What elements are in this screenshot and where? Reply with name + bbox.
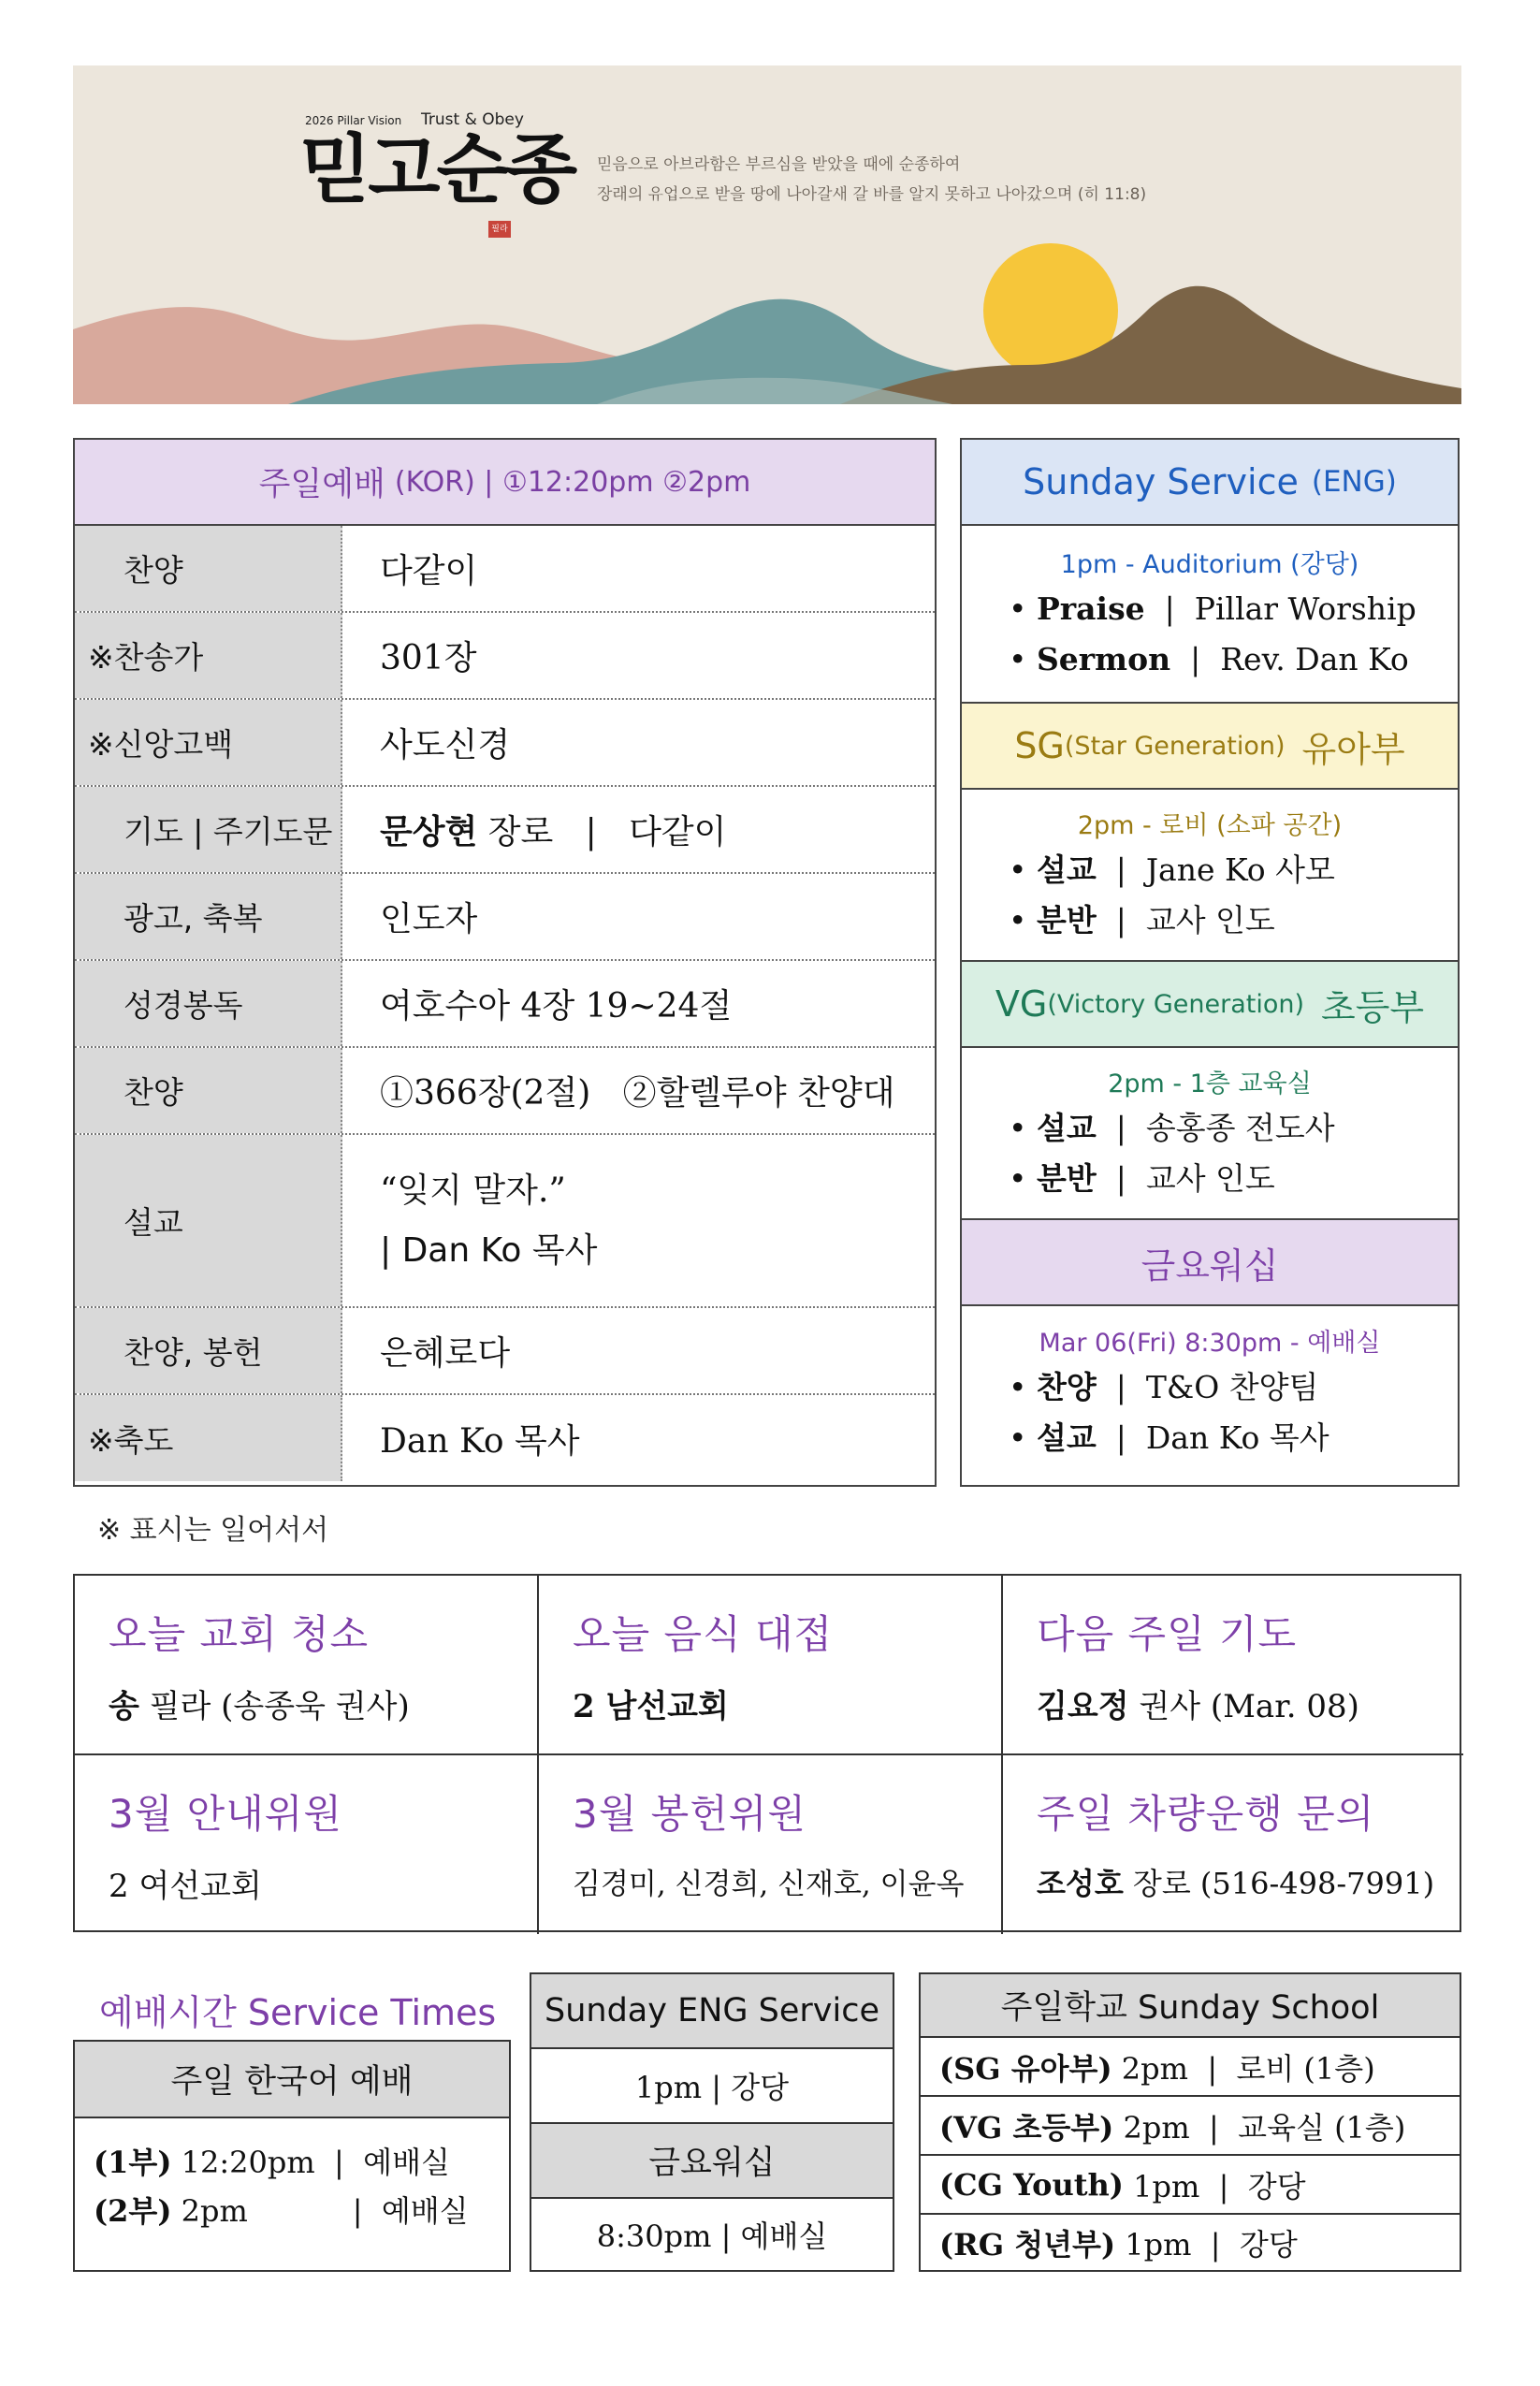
announcement-offering (539, 1755, 1003, 1934)
order-of-worship (73, 438, 937, 1487)
order-times: (KOR) | ①12:20pm ②2pm (394, 465, 751, 499)
announcement-cleaning (75, 1576, 539, 1755)
eng-praise: • Praise | Pillar Worship (1009, 589, 1417, 627)
announcement-title: 오늘 교회 청소 (109, 1611, 370, 1657)
announcement-title: 주일 차량운행 문의 (1037, 1791, 1375, 1837)
order-row (75, 700, 935, 787)
order-row (75, 874, 935, 961)
announcement-text: 김요정 권사 (Mar. 08) (1037, 1688, 1359, 1725)
announcement-text: 2 남선교회 (573, 1688, 729, 1725)
sunday-school-row: (SG 유아부) 2pm | 로비 (1층) (921, 2038, 1460, 2097)
korean-service-row: (1부) 12:20pm | 예배실 (94, 2145, 450, 2180)
sg-time: 2pm - 로비 (소파 공간) (1077, 810, 1343, 840)
verse-line: 장래의 유업으로 받을 땅에 나아갈새 갈 바를 알지 못하고 나아갔으며 (히 11:8) (597, 185, 1147, 204)
order-value: 여호수아 4장 19~24절 (380, 987, 733, 1026)
announcement-title: 오늘 음식 대접 (573, 1611, 834, 1657)
order-label: 광고, 축복 (75, 874, 342, 959)
sg-sermon: • 설교 | Jane Ko 사모 (1009, 851, 1335, 888)
verse-line: 믿음으로 아브라함은 부르심을 받았을 때에 순종하여 (597, 155, 961, 174)
order-value: 사도신경 (380, 726, 511, 764)
order-label: 기도 | 주기도문 (75, 787, 342, 872)
eng-service-row: 1pm | 강당 (531, 2049, 893, 2124)
eng-service-time: 1pm - Auditorium (강당) (1060, 549, 1359, 579)
mountain-sun-illustration (73, 65, 1461, 404)
friday-worship-header: 금요워십 (962, 1220, 1458, 1306)
service-times-title: 예배시간 Service Times (99, 1992, 497, 2033)
vg-header: VG (Victory Generation) 초등부 (962, 962, 1458, 1048)
order-label: 찬양 (75, 526, 342, 611)
eng-service-table (530, 1972, 894, 2272)
order-row (75, 1135, 935, 1308)
order-label: ※찬송가 (75, 613, 342, 698)
order-value: 301장 (380, 639, 477, 677)
eng-service-header: Sunday Service (ENG) (962, 440, 1458, 526)
banner-title: 믿고순종 (299, 126, 574, 213)
friday-service-row: 8:30pm | 예배실 (596, 2219, 828, 2254)
order-value: Dan Ko 목사 (380, 1421, 580, 1461)
sg-class: • 분반 | 교사 인도 (1009, 901, 1275, 938)
announcement-text: 2 여선교회 (109, 1868, 262, 1905)
order-label: ※축도 (75, 1395, 342, 1481)
sunday-school-row: (RG 청년부) 1pm | 강당 (939, 2226, 1298, 2262)
order-value: 문상현 장로 | 다같이 (380, 812, 727, 851)
announcement-text: 송 필라 (송종욱 권사) (109, 1688, 410, 1725)
korean-service-head: 주일 한국어 예배 (75, 2042, 509, 2118)
announcement-next-prayer (1003, 1576, 1463, 1755)
order-label: 찬양, 봉헌 (75, 1308, 342, 1393)
order-row (75, 526, 935, 613)
korean-service-table (73, 2040, 511, 2272)
order-row (75, 613, 935, 700)
vg-body (962, 1048, 1458, 1220)
sg-body (962, 790, 1458, 962)
announcements-grid (73, 1574, 1461, 1932)
announcement-title: 3월 안내위원 (109, 1791, 342, 1837)
friday-service-head: 금요워십 (531, 2124, 893, 2199)
announcement-ushers (75, 1755, 539, 1934)
order-value: 다같이 (380, 552, 478, 590)
order-row (75, 787, 935, 874)
announcement-text: 김경미, 신경희, 신재호, 이윤옥 (573, 1868, 965, 1901)
sunday-school-head: 주일학교 Sunday School (921, 1974, 1460, 2038)
sermon-title: “잊지 말자.” (380, 1171, 566, 1210)
sunday-school-row: (VG 초등부) 2pm | 교육실 (1층) (921, 2097, 1460, 2156)
announcement-text: 조성호 장로 (516-498-7991) (1037, 1866, 1435, 1901)
order-row (75, 961, 935, 1048)
announcement-food (539, 1576, 1003, 1755)
friday-sermon: • 설교 | Dan Ko 목사 (1009, 1419, 1329, 1456)
sermon-preacher: | Dan Ko 목사 (380, 1230, 598, 1270)
order-row (75, 1395, 935, 1481)
friday-worship-body (962, 1306, 1458, 1479)
standing-note: ※ 표시는 일어서서 (97, 1514, 329, 1547)
vision-label: 2026 Pillar Vision (305, 114, 402, 127)
header-banner (73, 65, 1461, 404)
announcement-title: 다음 주일 기도 (1037, 1611, 1298, 1657)
announcement-title: 3월 봉헌위원 (573, 1791, 806, 1837)
order-value: 은혜로다 (380, 1334, 511, 1373)
korean-service-row: (2부) 2pm | 예배실 (94, 2193, 469, 2229)
order-title: 주일예배 (258, 466, 385, 503)
eng-service-body (962, 526, 1458, 704)
vg-class: • 분반 | 교사 인도 (1009, 1159, 1275, 1197)
announcement-shuttle (1003, 1755, 1463, 1934)
order-label: ※신앙고백 (75, 700, 342, 785)
sg-header: SG (Star Generation) 유아부 (962, 704, 1458, 790)
order-label: 성경봉독 (75, 961, 342, 1046)
order-row (75, 1308, 935, 1395)
seal-stamp: 필라 (488, 221, 511, 238)
order-row (75, 1048, 935, 1135)
order-value: 인도자 (380, 900, 478, 938)
friday-time: Mar 06(Fri) 8:30pm - 예배실 (1039, 1329, 1381, 1358)
eng-service-head: Sunday ENG Service (531, 1974, 893, 2049)
trust-obey-label: Trust & Obey (421, 110, 524, 129)
order-label: 설교 (75, 1135, 342, 1306)
order-label: 찬양 (75, 1048, 342, 1133)
order-value: ①366장(2절) ②할렐루야 찬양대 (380, 1074, 895, 1113)
vg-time: 2pm - 1층 교육실 (1108, 1069, 1312, 1098)
sunday-school-table (919, 1972, 1461, 2272)
vg-sermon: • 설교 | 송홍종 전도사 (1009, 1109, 1335, 1146)
eng-sermon: • Sermon | Rev. Dan Ko (1009, 640, 1409, 677)
banner-verse (597, 150, 1146, 210)
other-services (960, 438, 1460, 1487)
order-value (342, 1135, 935, 1306)
order-header (75, 440, 935, 526)
friday-praise: • 찬양 | T&O 찬양팀 (1009, 1369, 1319, 1405)
sunday-school-row: (CG Youth) 1pm | 강당 (921, 2156, 1460, 2215)
